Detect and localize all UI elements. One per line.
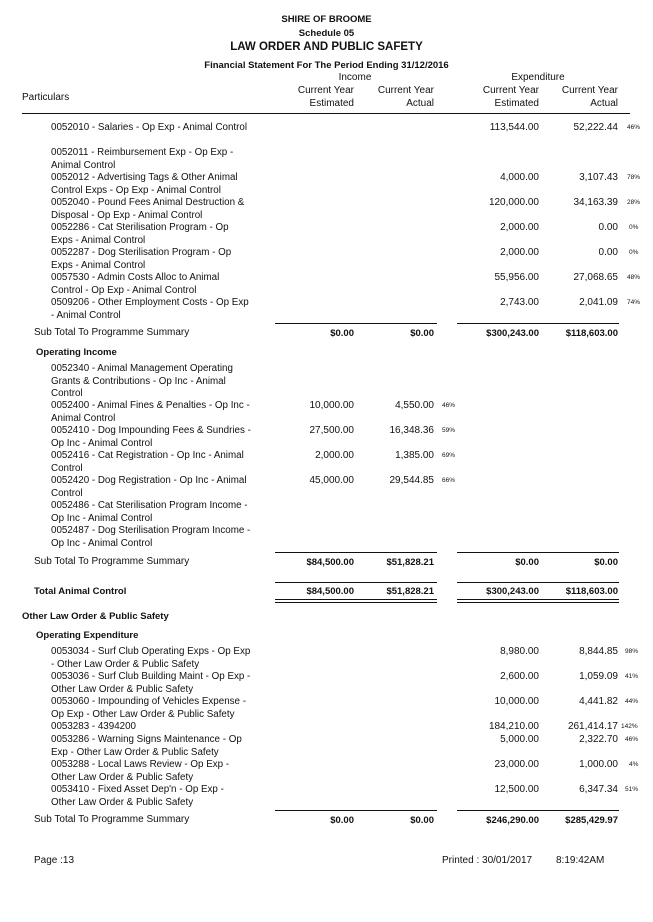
subtotal-rule bbox=[275, 323, 437, 324]
report-title: LAW ORDER AND PUBLIC SAFETY bbox=[230, 41, 423, 53]
line-item-desc: 0052400 - Animal Fines & Penalties - Op Inc - Animal Control bbox=[51, 400, 250, 424]
line-item-desc: 0053060 - Impounding of Vehicles Expense - Op Exp - Other Law Order & Public Safety bbox=[51, 696, 246, 720]
exp-pct: 4% bbox=[629, 761, 639, 768]
exp-est-value: 2,600.00 bbox=[500, 671, 539, 682]
line-item-desc: 0052286 - Cat Sterilisation Program - Op Exps - Animal Control bbox=[51, 222, 229, 246]
subtotal-rule bbox=[275, 552, 437, 553]
inc-est-value: 2,000.00 bbox=[315, 450, 354, 461]
line-item-desc: 0053410 - Fixed Asset Dep'n - Op Exp - Other Law Order & Public Safety bbox=[51, 784, 224, 808]
exp-est-value: 184,210.00 bbox=[488, 721, 539, 732]
exp-est-value: 5,000.00 bbox=[500, 734, 539, 745]
exp-act-value: 3,107.43 bbox=[579, 172, 618, 183]
exp-pct: 46% bbox=[625, 736, 639, 743]
line-item-desc: 0509206 - Other Employment Costs - Op Exp - Animal Control bbox=[51, 297, 249, 321]
subtotal-rule bbox=[457, 323, 619, 324]
inc-pct: 46% bbox=[442, 402, 456, 409]
exp-est-value: 2,000.00 bbox=[500, 222, 539, 233]
exp-pct: 44% bbox=[625, 698, 639, 705]
inc-act-value: 16,348.36 bbox=[389, 425, 434, 436]
subtotal-rule bbox=[457, 552, 619, 553]
total-animal-label: Total Animal Control bbox=[34, 586, 127, 597]
exp-pct: 98% bbox=[625, 648, 639, 655]
exp-est-value: 2,000.00 bbox=[500, 247, 539, 258]
subtotal-label: Sub Total To Programme Summary bbox=[34, 814, 190, 825]
inc-est-header-1: Current Year bbox=[297, 85, 354, 96]
header-rule bbox=[22, 113, 630, 114]
subtotal-exp-est: $246,290.00 bbox=[486, 815, 539, 826]
line-item-desc: 0057530 - Admin Costs Alloc to Animal Control - Op Exp - Animal Control bbox=[51, 272, 220, 296]
inc-act-value: 29,544.85 bbox=[389, 475, 434, 486]
inc-est-value: 27,500.00 bbox=[309, 425, 354, 436]
exp-pct: 51% bbox=[625, 786, 639, 793]
total-rule-top bbox=[275, 582, 437, 583]
expenditure-header: Expenditure bbox=[511, 72, 565, 83]
printed-time: 8:19:42AM bbox=[556, 855, 605, 866]
subtotal-label: Sub Total To Programme Summary bbox=[34, 556, 190, 567]
other-section-heading: Other Law Order & Public Safety bbox=[22, 611, 169, 622]
exp-act-value: 34,163.39 bbox=[573, 197, 618, 208]
line-item-desc: 0052010 - Salaries - Op Exp - Animal Control bbox=[51, 122, 248, 133]
exp-est-value: 4,000.00 bbox=[500, 172, 539, 183]
total-rule-bottom bbox=[275, 599, 437, 603]
exp-pct: 74% bbox=[627, 299, 641, 306]
exp-est-value: 12,500.00 bbox=[494, 784, 539, 795]
inc-est-value: 10,000.00 bbox=[309, 400, 354, 411]
exp-act-value: 6,347.34 bbox=[579, 784, 618, 795]
line-item-desc: 0052287 - Dog Sterilisation Program - Op Exps - Animal Control bbox=[51, 247, 232, 271]
inc-pct: 69% bbox=[442, 452, 456, 459]
line-item-desc: 0052486 - Cat Sterilisation Program Income - Op Inc - Animal Control bbox=[51, 500, 248, 524]
line-item-desc: 0052416 - Cat Registration - Op Inc - Animal Control bbox=[51, 450, 244, 474]
exp-est-header-2: Estimated bbox=[494, 98, 539, 109]
exp-act-value: 2,322.70 bbox=[579, 734, 618, 745]
exp-act-value: 52,222.44 bbox=[573, 122, 618, 133]
line-item-desc: 0053288 - Local Laws Review - Op Exp - Other Law Order & Public Safety bbox=[51, 759, 230, 783]
schedule-number: Schedule 05 bbox=[298, 28, 355, 39]
total-inc-est: $84,500.00 bbox=[306, 586, 354, 597]
exp-act-value: 4,441.82 bbox=[579, 696, 618, 707]
subtotal-exp-act: $118,603.00 bbox=[565, 328, 618, 339]
inc-act-header-2: Actual bbox=[406, 98, 434, 109]
printed-date: Printed : 30/01/2017 bbox=[442, 855, 533, 866]
exp-est-header-1: Current Year bbox=[482, 85, 539, 96]
line-item-desc: 0053283 - 4394200 bbox=[51, 721, 136, 732]
exp-pct: 142% bbox=[621, 723, 638, 730]
exp-pct: 0% bbox=[629, 224, 639, 231]
subtotal-exp-est: $300,243.00 bbox=[486, 328, 539, 339]
exp-act-value: 2,041.09 bbox=[579, 297, 618, 308]
exp-est-value: 2,743.00 bbox=[500, 297, 539, 308]
line-item-desc: 0052040 - Pound Fees Animal Destruction & Disposal - Op Exp - Animal Control bbox=[51, 197, 245, 221]
inc-est-value: 45,000.00 bbox=[309, 475, 354, 486]
subtotal-exp-act: $0.00 bbox=[594, 557, 618, 568]
line-item-desc: 0052340 - Animal Management Operating Grants & Contributions - Op Inc - Animal Control bbox=[51, 363, 233, 399]
exp-act-value: 261,414.17 bbox=[567, 721, 618, 732]
line-item-desc: 0053286 - Warning Signs Maintenance - Op Exp - Other Law Order & Public Safety bbox=[51, 734, 242, 758]
subtotal-rule bbox=[457, 810, 619, 811]
inc-pct: 66% bbox=[442, 477, 456, 484]
subtotal-exp-est: $0.00 bbox=[515, 557, 539, 568]
line-item-desc: 0052487 - Dog Sterilisation Program Income - Op Inc - Animal Control bbox=[51, 525, 251, 549]
line-item-desc: 0053036 - Surf Club Building Maint - Op Exp - Other Law Order & Public Safety bbox=[51, 671, 251, 695]
total-inc-act: $51,828.21 bbox=[386, 586, 434, 597]
exp-pct: 48% bbox=[627, 274, 641, 281]
subtotal-inc-est: $84,500.00 bbox=[306, 557, 354, 568]
subtotal-label: Sub Total To Programme Summary bbox=[34, 327, 190, 338]
subtotal-inc-act: $0.00 bbox=[410, 328, 434, 339]
line-item-desc: 0052011 - Reimbursement Exp - Op Exp - Animal Control bbox=[51, 147, 234, 171]
exp-act-value: 8,844.85 bbox=[579, 646, 618, 657]
subtotal-inc-act: $51,828.21 bbox=[386, 557, 434, 568]
exp-pct: 28% bbox=[627, 199, 641, 206]
exp-act-header-2: Actual bbox=[590, 98, 618, 109]
exp-pct: 78% bbox=[627, 174, 641, 181]
exp-est-value: 55,956.00 bbox=[494, 272, 539, 283]
subtotal-rule bbox=[275, 810, 437, 811]
subtotal-inc-act: $0.00 bbox=[410, 815, 434, 826]
exp-pct: 41% bbox=[625, 673, 639, 680]
exp-est-value: 8,980.00 bbox=[500, 646, 539, 657]
total-rule-bottom bbox=[457, 599, 619, 603]
subtotal-inc-est: $0.00 bbox=[330, 815, 354, 826]
total-rule-top bbox=[457, 582, 619, 583]
exp-act-header-1: Current Year bbox=[561, 85, 618, 96]
line-item-desc: 0052410 - Dog Impounding Fees & Sundries - Op Inc - Animal Control bbox=[51, 425, 251, 449]
income-header: Income bbox=[338, 72, 372, 83]
subtotal-inc-est: $0.00 bbox=[330, 328, 354, 339]
exp-est-value: 120,000.00 bbox=[488, 197, 539, 208]
exp-pct: 0% bbox=[629, 249, 639, 256]
report-subtitle: Financial Statement For The Period Ending 31/12/2016 bbox=[204, 60, 449, 71]
org-name: SHIRE OF BROOME bbox=[281, 14, 372, 25]
total-exp-act: $118,603.00 bbox=[565, 586, 618, 597]
total-exp-est: $300,243.00 bbox=[486, 586, 539, 597]
exp-est-value: 113,544.00 bbox=[489, 122, 539, 133]
exp-est-value: 10,000.00 bbox=[494, 696, 539, 707]
exp-act-value: 27,068.65 bbox=[573, 272, 618, 283]
operating-income-heading: Operating Income bbox=[36, 347, 117, 358]
subtotal-exp-act: $285,429.97 bbox=[565, 815, 618, 826]
inc-act-value: 4,550.00 bbox=[395, 400, 434, 411]
inc-act-header-1: Current Year bbox=[377, 85, 434, 96]
exp-act-value: 0.00 bbox=[598, 247, 618, 258]
inc-pct: 59% bbox=[442, 427, 456, 434]
exp-act-value: 0.00 bbox=[598, 222, 618, 233]
exp-est-value: 23,000.00 bbox=[494, 759, 539, 770]
line-item-desc: 0053034 - Surf Club Operating Exps - Op Exp - Other Law Order & Public Safety bbox=[51, 646, 251, 670]
operating-expenditure-heading: Operating Expenditure bbox=[36, 630, 139, 641]
page-number: Page :13 bbox=[34, 855, 75, 866]
inc-est-header-2: Estimated bbox=[309, 98, 354, 109]
particulars-header: Particulars bbox=[22, 92, 70, 103]
line-item-desc: 0052420 - Dog Registration - Op Inc - Animal Control bbox=[51, 475, 247, 499]
exp-act-value: 1,059.09 bbox=[579, 671, 618, 682]
line-item-desc: 0052012 - Advertising Tags & Other Animal Control Exps - Op Exp - Animal Control bbox=[51, 172, 238, 196]
inc-act-value: 1,385.00 bbox=[395, 450, 434, 461]
exp-pct: 46% bbox=[627, 124, 641, 131]
exp-act-value: 1,000.00 bbox=[579, 759, 618, 770]
